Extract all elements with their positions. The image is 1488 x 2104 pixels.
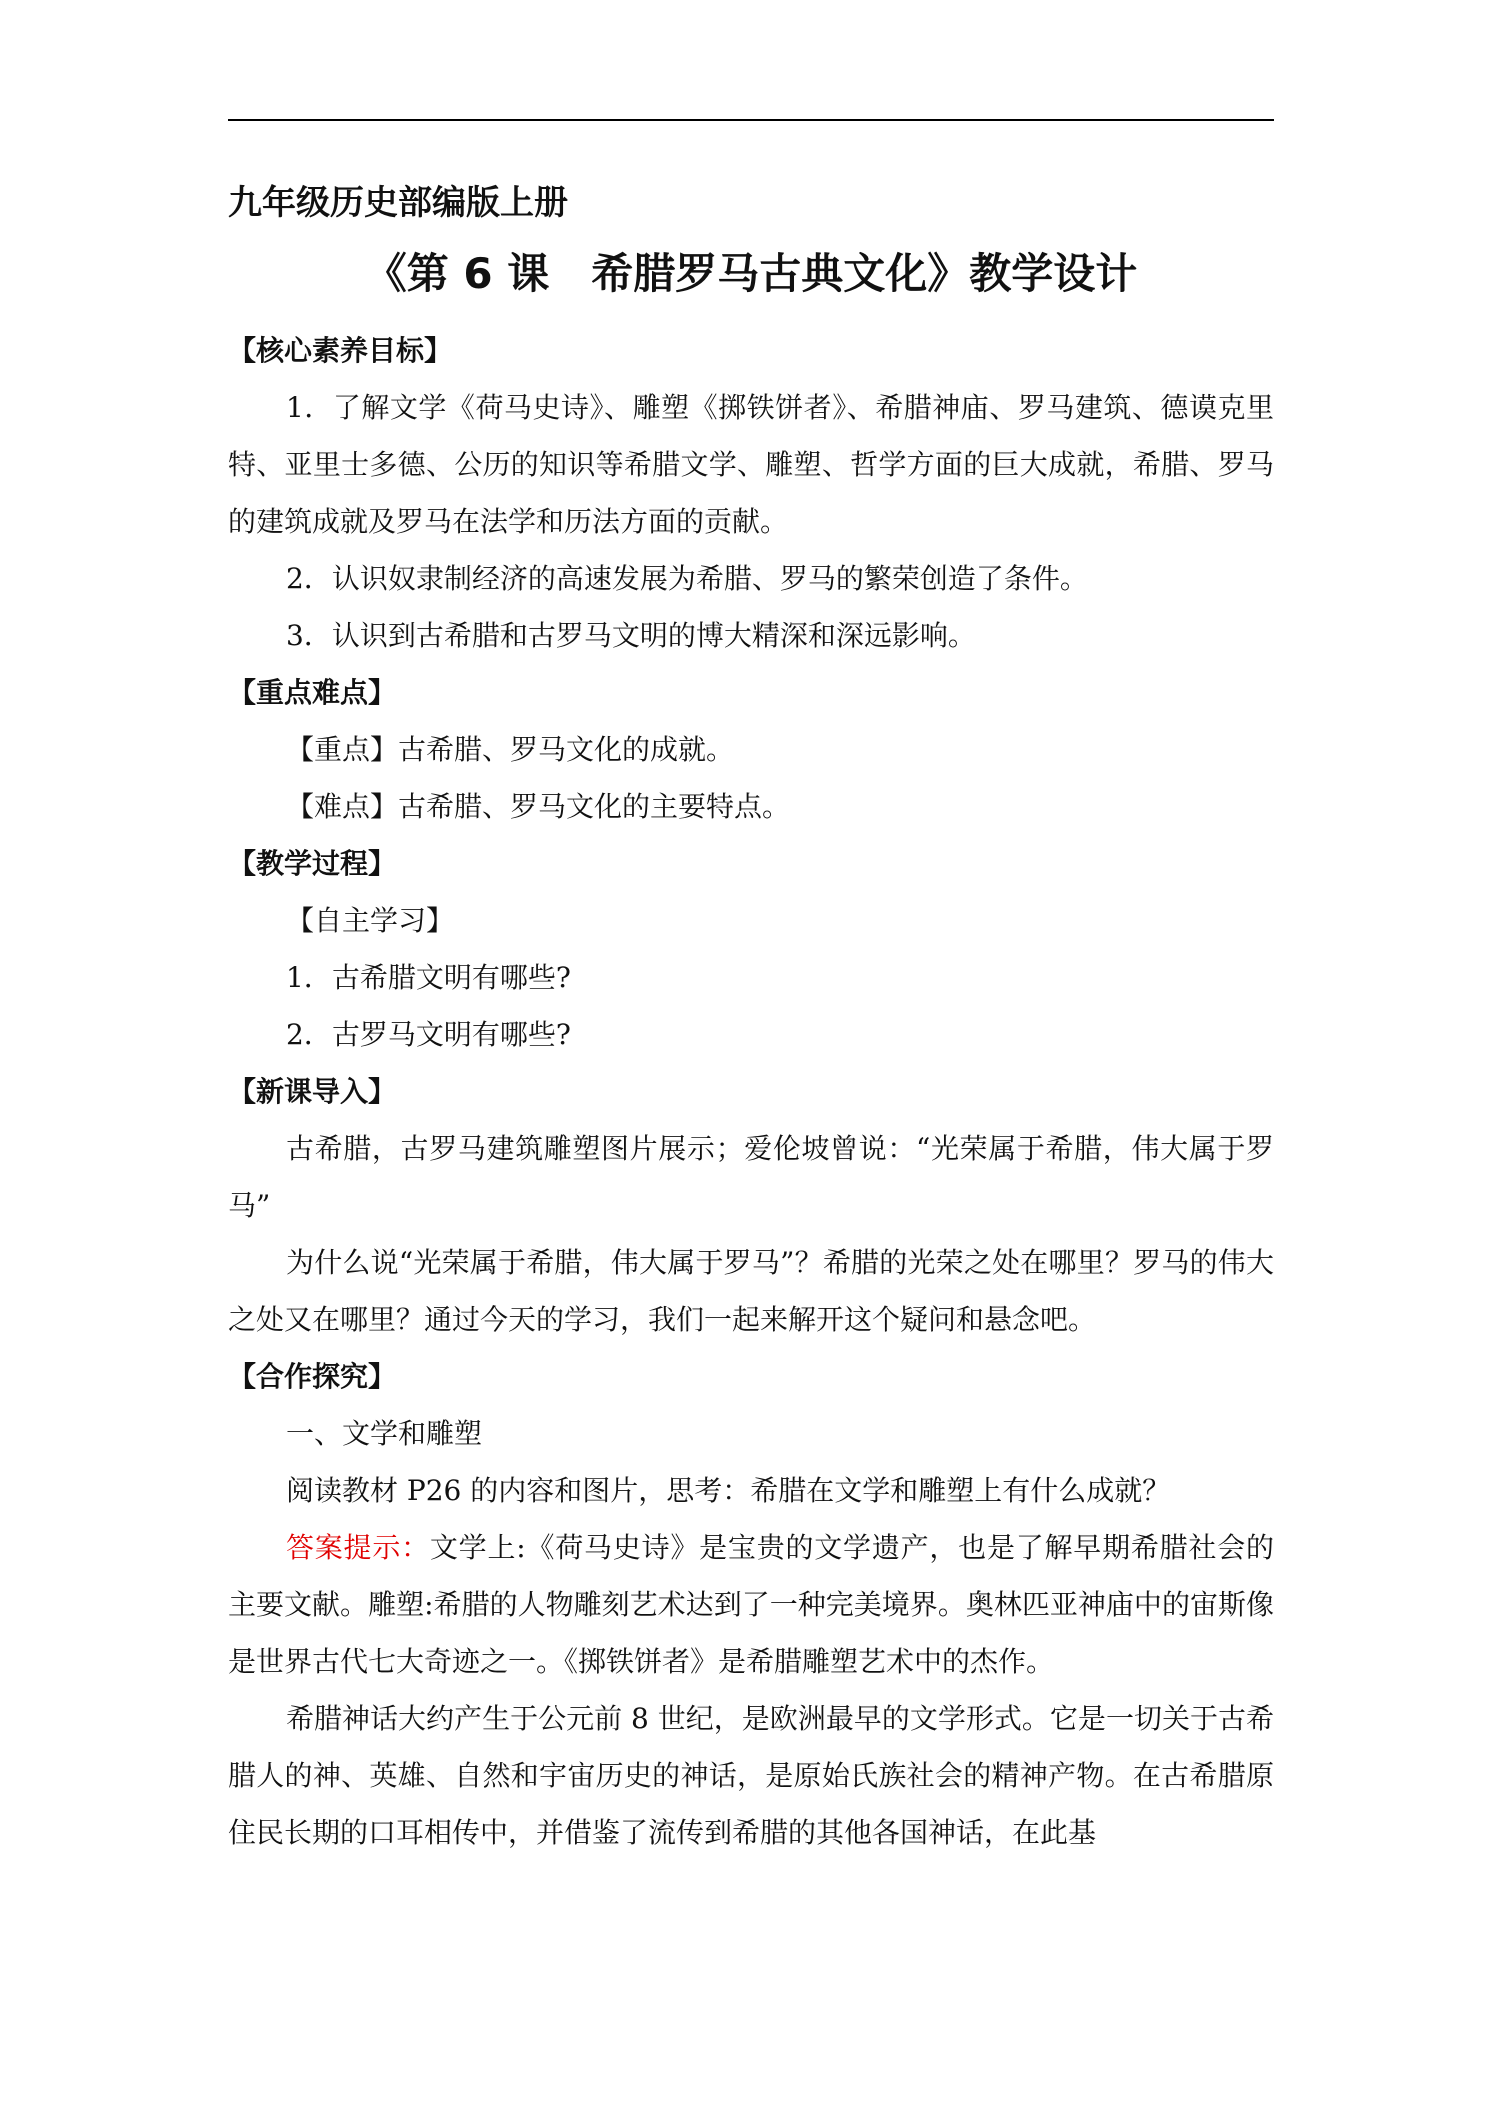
document-body: [228, 180, 1274, 1861]
section-heading-goals: 【核心素养目标】: [228, 334, 453, 367]
self-study-q1: 1．古希腊文明有哪些?: [286, 961, 571, 994]
explore-question: 阅读教材 P26 的内容和图片，思考：希腊在文学和雕塑上有什么成就？: [286, 1474, 1171, 1507]
doc-title: 《第 6 课 希腊罗马古典文化》教学设计: [364, 249, 1138, 298]
self-study-q2: 2．古罗马文明有哪些?: [286, 1018, 571, 1051]
answer-text: 文学上:《荷马史诗》是宝贵的文学遗产，也是了解早期希腊社会的主要文献。雕塑:希腊的人物雕刻艺术达到了一种完美境界。奥林匹亚神庙中的宙斯像是世界古代七大奇迹之一。《掷铁饼者》是希腊雕塑艺术中的杰作。: [228, 1531, 1274, 1678]
difficult-point: 【难点】古希腊、罗马文化的主要特点。: [286, 790, 791, 823]
goal-item-1: 1．了解文学《荷马史诗》、雕塑《掷铁饼者》、希腊神庙、罗马建筑、德谟克里特、亚里士多德、公历的知识等希腊文学、雕塑、哲学方面的巨大成就，希腊、罗马的建筑成就及罗马在法学和历法方面的贡献。: [228, 391, 1274, 538]
intro-paragraph-2: 为什么说“光荣属于希腊，伟大属于罗马”？希腊的光荣之处在哪里？罗马的伟大之处又在哪里？通过今天的学习，我们一起来解开这个疑问和悬念吧。: [228, 1246, 1274, 1336]
myth-paragraph: 希腊神话大约产生于公元前 8 世纪，是欧洲最早的文学形式。它是一切关于古希腊人的神、英雄、自然和宇宙历史的神话，是原始氏族社会的精神产物。在古希腊原住民长期的口耳相传中，并借鉴了流传到希腊的其他各国神话，在此基: [228, 1702, 1274, 1849]
answer-paragraph: [228, 1519, 1274, 1690]
goal-item-2: 2．认识奴隶制经济的高速发展为希腊、罗马的繁荣创造了条件。: [286, 562, 1088, 595]
key-point: 【重点】古希腊、罗马文化的成就。: [286, 733, 735, 766]
self-study-label: 【自主学习】: [286, 904, 455, 937]
intro-paragraph-1: 古希腊，古罗马建筑雕塑图片展示；爱伦坡曾说：“光荣属于希腊，伟大属于罗马”: [228, 1132, 1274, 1222]
section-heading-intro: 【新课导入】: [228, 1075, 397, 1108]
goal-item-3: 3．认识到古希腊和古罗马文明的博大精深和深远影响。: [286, 619, 976, 652]
section-heading-key: 【重点难点】: [228, 676, 397, 709]
section-heading-explore: 【合作探究】: [228, 1360, 397, 1393]
section-heading-process: 【教学过程】: [228, 847, 397, 880]
header-rule: [228, 119, 1274, 121]
doc-subtitle: 九年级历史部编版上册: [228, 183, 568, 223]
answer-label: 答案提示：: [286, 1531, 430, 1564]
part-heading-literature: 一、文学和雕塑: [286, 1417, 483, 1450]
